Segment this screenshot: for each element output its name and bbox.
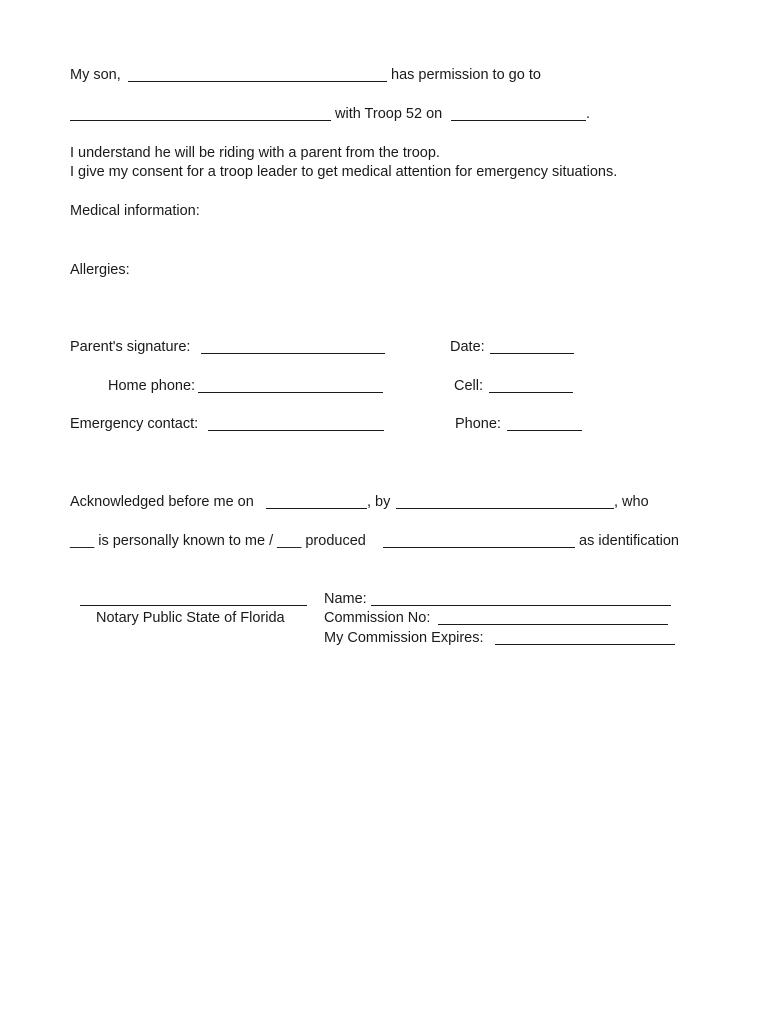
- identification-blank[interactable]: [383, 547, 575, 548]
- personally-known-text: ___ is personally known to me / ___ produced: [70, 533, 366, 549]
- notary-name-label: Name:: [324, 591, 367, 607]
- cell-blank[interactable]: [489, 392, 573, 393]
- emergency-contact-blank[interactable]: [208, 430, 384, 431]
- commission-expires-label: My Commission Expires:: [324, 630, 484, 646]
- cell-label: Cell:: [454, 378, 484, 394]
- period-text: .: [586, 106, 591, 122]
- notary-name-blank[interactable]: [371, 605, 671, 606]
- by-text: , by: [367, 494, 391, 510]
- home-phone-label: Home phone:: [108, 378, 196, 394]
- home-phone-blank[interactable]: [198, 392, 383, 393]
- acknowledged-by-blank[interactable]: [396, 508, 614, 509]
- commission-number-label: Commission No:: [324, 610, 431, 626]
- notary-signature-line[interactable]: [80, 605, 307, 606]
- trip-date-blank[interactable]: [451, 120, 586, 121]
- son-prefix-text: My son,: [70, 67, 121, 83]
- commission-expires-blank[interactable]: [495, 644, 675, 645]
- medical-information-label: Medical information:: [70, 203, 200, 219]
- consent-line-1: I understand he will be riding with a parent from the troop.: [70, 145, 440, 161]
- destination-blank[interactable]: [70, 120, 331, 121]
- consent-line-2: I give my consent for a troop leader to get medical attention for emergency situations.: [70, 164, 618, 180]
- parent-signature-blank[interactable]: [201, 353, 385, 354]
- commission-number-blank[interactable]: [438, 624, 668, 625]
- acknowledged-date-blank[interactable]: [266, 508, 367, 509]
- allergies-label: Allergies:: [70, 262, 130, 278]
- son-suffix-text: has permission to go to: [391, 67, 541, 83]
- troop-text: with Troop 52 on: [335, 106, 443, 122]
- phone-blank[interactable]: [507, 430, 582, 431]
- date-label: Date:: [450, 339, 485, 355]
- parent-signature-label: Parent's signature:: [70, 339, 191, 355]
- notary-caption: Notary Public State of Florida: [96, 610, 285, 626]
- phone-label: Phone:: [455, 416, 501, 432]
- date-blank[interactable]: [490, 353, 574, 354]
- emergency-contact-label: Emergency contact:: [70, 416, 199, 432]
- son-name-blank[interactable]: [128, 81, 387, 82]
- acknowledged-before-me-text: Acknowledged before me on: [70, 494, 254, 510]
- identification-text: as identification: [579, 533, 679, 549]
- who-text: , who: [614, 494, 649, 510]
